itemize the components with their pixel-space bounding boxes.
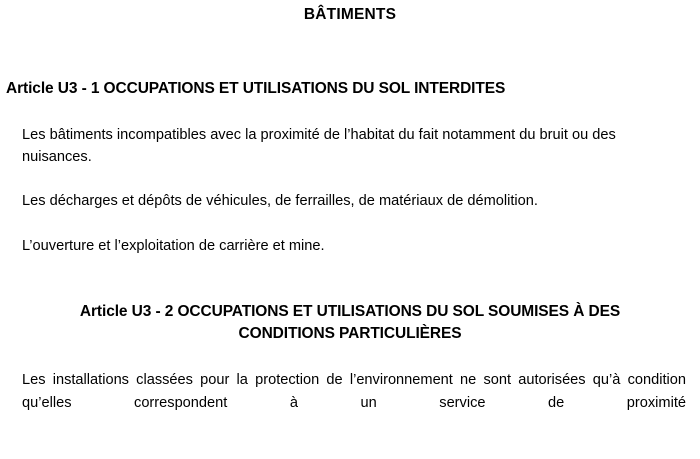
paragraph-conditions-1: Les installations classées pour la protection de l’environnement ne sont autorisées qu’à condition qu’elles correspondent à un service de proximité <box>22 371 686 411</box>
section-heading-article-u3-1: Article U3 - 1 OCCUPATIONS ET UTILISATIONS DU SOL INTERDITES <box>6 80 506 97</box>
paragraph-interdites-1: Les bâtiments incompatibles avec la proximité de l’habitat du fait notamment du bruit ou des nuisances. <box>22 127 616 166</box>
section-heading-line-2: CONDITIONS PARTICULIÈRES <box>238 324 462 342</box>
paragraph-interdites-3: L’ouverture et l’exploitation de carrière et mine. <box>22 237 325 254</box>
paragraph-interdites-2: Les décharges et dépôts de véhicules, de ferrailles, de matériaux de démolition. <box>22 193 538 210</box>
document-page <box>0 4 700 459</box>
section-heading-line-1: Article U3 - 2 OCCUPATIONS ET UTILISATIONS DU SOL SOUMISES À DES <box>79 302 621 320</box>
section-heading-article-u3-2 <box>0 301 700 345</box>
page-title: BÂTIMENTS <box>303 6 397 23</box>
